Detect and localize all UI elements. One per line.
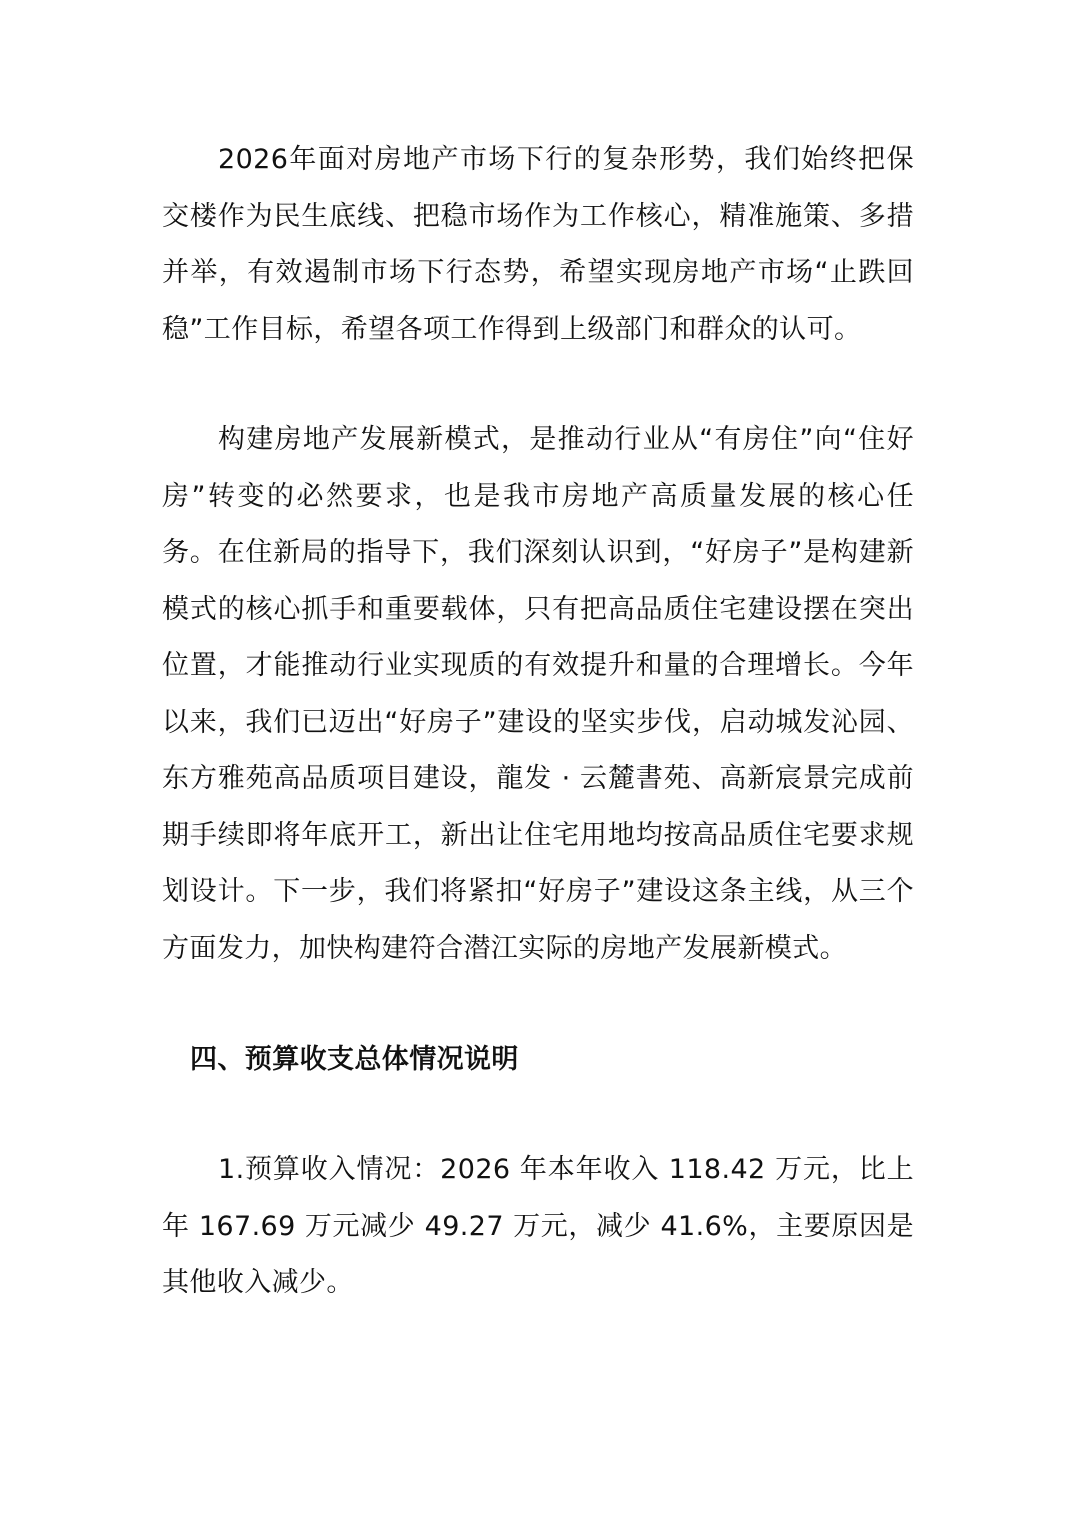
paragraph-budget-income: 1.预算收入情况：2026 年本年收入 118.42 万元，比上年 167.69 万元减少 49.27 万元，减少 41.6%，主要原因是其他收入减少。: [162, 1154, 914, 1298]
paragraph-market-situation: 2026年面对房地产市场下行的复杂形势，我们始终把保交楼作为民生底线、把稳市场作为工作核心，精准施策、多措并举，有效遏制市场下行态势，希望实现房地产市场“止跌回稳”工作目标，希望各项工作得到上级部门和群众的认可。: [162, 144, 914, 345]
section-heading-budget-overview: 四、预算收支总体情况说明: [190, 1044, 519, 1075]
paragraph-new-development-model: 构建房地产发展新模式，是推动行业从“有房住”向“住好房”转变的必然要求，也是我市房地产高质量发展的核心任务。在住新局的指导下，我们深刻认识到，“好房子”是构建新模式的核心抓手和重要载体，只有把高品质住宅建设摆在突出位置，才能推动行业实现质的有效提升和量的合理增长。今年以来，我们已迈出“好房子”建设的坚实步伐，启动城发沁园、东方雅苑高品质项目建设，龍发 · 云麓書苑、高新宸景完成前期手续即将年底开工，新出让住宅用地均按高品质住宅要求规划设计。下一步，我们将紧扣“好房子”建设这条主线，从三个方面发力，加快构建符合潜江实际的房地产发展新模式。: [162, 424, 914, 964]
